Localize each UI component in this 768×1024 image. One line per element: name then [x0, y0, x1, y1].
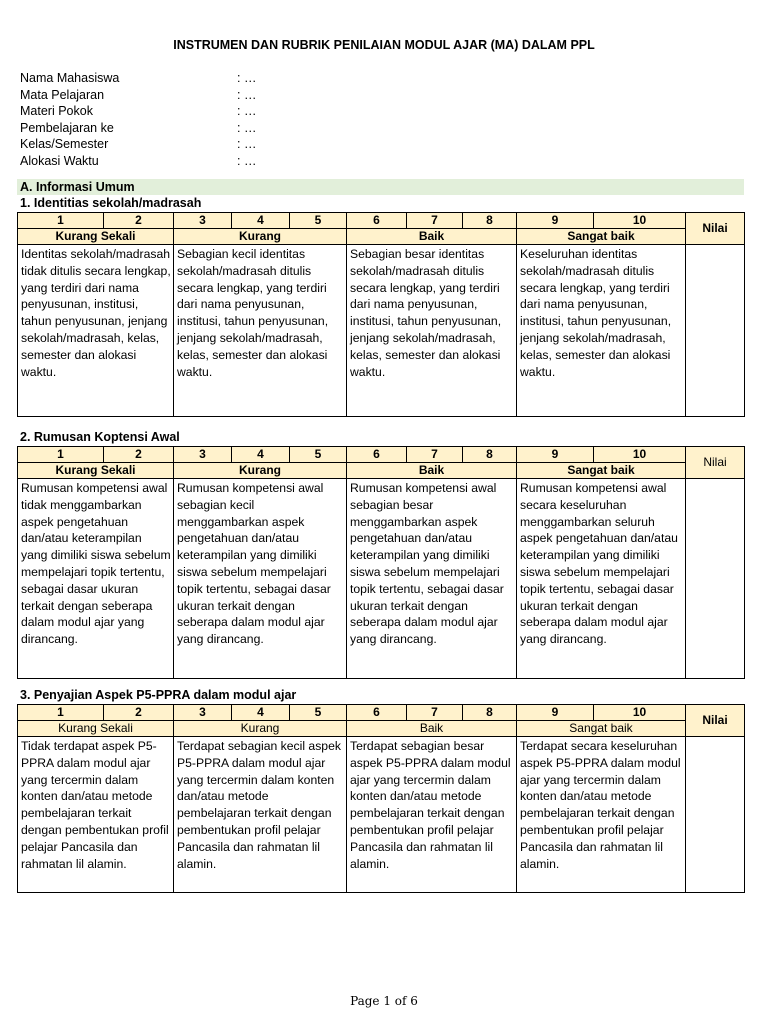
nilai-header: Nilai — [686, 447, 745, 479]
score-cell: 6 — [347, 705, 407, 721]
score-cell: 9 — [517, 705, 594, 721]
rubric-table-2 — [17, 446, 745, 679]
identity-value: : … — [237, 87, 257, 102]
level-baik: Baik — [347, 721, 517, 737]
level-baik: Baik — [347, 463, 517, 479]
rubric-table-1 — [17, 212, 745, 417]
identity-value: : … — [237, 120, 257, 135]
nilai-input-cell[interactable] — [686, 479, 745, 679]
level-kurang: Kurang — [174, 721, 347, 737]
score-cell: 9 — [517, 447, 594, 463]
level-sangat-baik: Sangat baik — [517, 229, 686, 245]
description-cell: Terdapat secara keseluruhan aspek P5-PPRA dalam modul ajar yang tercermin dalam konten dan/atau metode pembelajaran terkait dengan pembentukan profil pelajar Pancasila dan rahmatan lil alamin. — [517, 737, 686, 893]
document-title: INSTRUMEN DAN RUBRIK PENILAIAN MODUL AJAR (MA) DALAM PPL — [173, 38, 595, 52]
score-cell: 8 — [463, 705, 517, 721]
level-kurang-sekali: Kurang Sekali — [18, 229, 174, 245]
score-cell: 10 — [594, 447, 686, 463]
description-cell: Rumusan kompetensi awal secara keseluruhan menggambarkan seluruh aspek pengetahuan dan/atau keterampilan yang dimiliki siswa sebelum mempelajari topik tertentu, sebagai dasar ukuran terkait dengan seberapa dalam modul ajar yang dirancang. — [517, 479, 686, 679]
nilai-input-cell[interactable] — [686, 737, 745, 893]
nilai-input-cell[interactable] — [686, 245, 745, 417]
score-cell: 3 — [174, 705, 232, 721]
level-sangat-baik: Sangat baik — [517, 463, 686, 479]
score-cell: 9 — [517, 213, 594, 229]
score-cell: 1 — [18, 213, 104, 229]
score-cell: 4 — [232, 447, 290, 463]
criterion-3-heading: 3. Penyajian Aspek P5-PPRA dalam modul ajar — [20, 688, 297, 702]
score-cell: 2 — [104, 705, 174, 721]
rubric-table-3 — [17, 704, 745, 893]
criterion-1-heading: 1. Identitias sekolah/madrasah — [20, 196, 202, 210]
level-sangat-baik: Sangat baik — [517, 721, 686, 737]
level-baik: Baik — [347, 229, 517, 245]
level-kurang-sekali: Kurang Sekali — [18, 463, 174, 479]
identity-label: Nama Mahasiswa — [20, 71, 120, 85]
identity-value: : … — [237, 137, 257, 151]
description-cell: Keseluruhan identitas sekolah/madrasah ditulis secara lengkap, yang terdiri dari nama penyusunan, institusi, tahun penyusunan, jenjang sekolah/madrasah, kelas, semester dan alokasi waktu. — [517, 245, 686, 417]
description-cell: Rumusan kompetensi awal sebagian besar menggambarkan aspek pengetahuan dan/atau keterampilan yang dimiliki siswa sebelum mempelajari topik tertentu, sebagai dasar ukuran terkait dengan seberapa dalam modul ajar yang dirancang. — [347, 479, 517, 679]
level-kurang: Kurang — [174, 229, 347, 245]
score-cell: 6 — [347, 213, 407, 229]
identity-value: : … — [237, 104, 257, 118]
score-cell: 3 — [174, 447, 232, 463]
level-kurang-sekali: Kurang Sekali — [18, 721, 174, 737]
score-cell: 2 — [104, 213, 174, 229]
identity-value: : … — [237, 71, 257, 85]
score-cell: 4 — [232, 213, 290, 229]
score-cell: 7 — [407, 705, 463, 721]
score-cell: 10 — [594, 705, 686, 721]
description-cell: Terdapat sebagian besar aspek P5-PPRA dalam modul ajar yang tercermin dalam konten dan/atau metode pembelajaran terkait dengan pembentukan profil pelajar Pancasila dan rahmatan lil alamin. — [347, 737, 517, 893]
score-cell: 10 — [594, 213, 686, 229]
score-cell: 1 — [18, 447, 104, 463]
identity-label: Alokasi Waktu — [20, 153, 99, 168]
description-cell: Sebagian kecil identitas sekolah/madrasah ditulis secara lengkap, yang terdiri dari nama penyusunan, institusi, tahun penyusunan, jenjang sekolah/madrasah, kelas, semester dan alokasi waktu. — [174, 245, 347, 417]
description-cell: Tidak terdapat aspek P5-PPRA dalam modul ajar yang tercermin dalam konten dan/atau metode pembelajaran terkait dengan pembentukan profil pelajar Pancasila dan rahmatan lil alamin. — [18, 737, 174, 893]
score-cell: 3 — [174, 213, 232, 229]
identity-label: Pembelajaran ke — [20, 120, 114, 135]
score-cell: 5 — [290, 705, 347, 721]
score-cell: 1 — [18, 705, 104, 721]
score-cell: 6 — [347, 447, 407, 463]
criterion-2-heading: 2. Rumusan Koptensi Awal — [20, 430, 180, 444]
description-cell: Rumusan kompetensi awal tidak menggambarkan aspek pengetahuan dan/atau keterampilan yang dimiliki siswa sebelum mempelajari topik tertentu, sebagai dasar ukuran terkait dengan seberapa dalam modul ajar yang dirancang. — [18, 479, 174, 679]
identity-value: : … — [237, 153, 257, 168]
score-cell: 5 — [290, 213, 347, 229]
section-a-title: A. Informasi Umum — [20, 180, 135, 194]
description-cell: Terdapat sebagian kecil aspek P5-PPRA dalam modul ajar yang tercermin dalam konten dan/atau metode pembelajaran terkait dengan pembentukan profil pelajar Pancasila dan rahmatan lil alamin. — [174, 737, 347, 893]
description-cell: Sebagian besar identitas sekolah/madrasah ditulis secara lengkap, yang terdiri dari nama penyusunan, institusi, tahun penyusunan, jenjang sekolah/madrasah, kelas, semester dan alokasi waktu. — [347, 245, 517, 417]
score-cell: 4 — [232, 705, 290, 721]
score-cell: 7 — [407, 213, 463, 229]
description-cell: Rumusan kompetensi awal sebagian kecil menggambarkan aspek pengetahuan dan/atau keterampilan yang dimiliki siswa sebelum mempelajari topik tertentu, sebagai dasar ukuran terkait dengan seberapa dalam modul ajar yang dirancang. — [174, 479, 347, 679]
page-number: Page 1 of 6 — [350, 994, 418, 1008]
score-cell: 7 — [407, 447, 463, 463]
nilai-header: Nilai — [686, 213, 745, 245]
nilai-header: Nilai — [686, 705, 745, 737]
identity-label: Mata Pelajaran — [20, 87, 105, 102]
score-cell: 2 — [104, 447, 174, 463]
score-cell: 8 — [463, 447, 517, 463]
score-cell: 8 — [463, 213, 517, 229]
section-a-header — [17, 179, 744, 195]
level-kurang: Kurang — [174, 463, 347, 479]
description-cell: Identitas sekolah/madrasah tidak ditulis secara lengkap, yang terdiri dari nama penyusunan, institusi, tahun penyusunan, jenjang sekolah/madrasah, kelas, semester dan alokasi waktu. — [18, 245, 174, 417]
identity-label: Kelas/Semester — [20, 137, 109, 151]
score-cell: 5 — [290, 447, 347, 463]
identity-label: Materi Pokok — [20, 104, 93, 118]
